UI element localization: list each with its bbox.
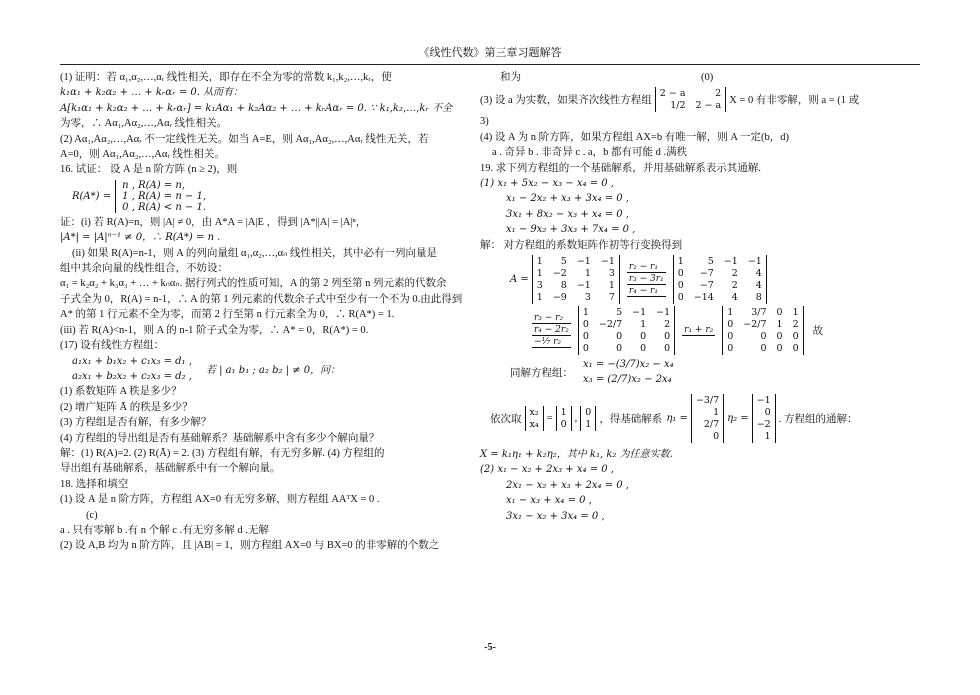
equation: (1) x₁ + 5x₂ − x₃ − x₄ = 0 , (480, 178, 614, 190)
matrix-cell: 0 (760, 343, 767, 355)
matrix-cell: 8 (755, 292, 762, 304)
matrix-cell: 0 (582, 331, 589, 343)
matrix-cell: −1 (600, 256, 615, 268)
determinant-condition: 若 | a₁ b₁ ; a₂ b₂ | ≠ 0，问： (205, 365, 341, 377)
matrix-cell: 1 (677, 256, 684, 268)
matrix-cell: 8 (560, 280, 567, 292)
matrix-step-2 (578, 306, 675, 355)
row-op: r₄ − 2r₂ (534, 325, 569, 336)
matrix-cell: 0 (664, 343, 671, 355)
case-line: 0 , R(A) < n − 1. (122, 201, 207, 213)
matrix-cell: 0 (585, 406, 592, 418)
matrix-cell: 1 (536, 268, 543, 280)
matrix-cell: 1 (536, 256, 543, 268)
matrix-cell: 3/7 (751, 307, 767, 319)
equation: x₁ − 9x₂ + 3x₃ + 7x₄ = 0 , (506, 224, 636, 236)
matrix-cell: 2 − a (695, 100, 722, 112)
row-operations (682, 325, 715, 336)
matrix-cell: 0 (792, 331, 799, 343)
matrix-cell: x₄ (529, 418, 539, 430)
text-line: A* 的第 1 行元素不全为零，而第 2 行至第 n 行元素全为 0，∴ R(A*) = 1. (60, 309, 395, 321)
text-line: 3) (480, 116, 489, 128)
text-line: (1) 设 A 是 n 阶方阵，方程组 AX=0 有无穷多解，则方程组 AAᵀX = 0 . (60, 494, 380, 506)
matrix-cell: 5 (616, 307, 623, 319)
case-line: 1 , R(A) = n − 1, (122, 190, 207, 202)
options-line: a . 奇异 b . 非奇异 c . a，b 都有可能 d .满秩 (492, 147, 688, 159)
free-variable-vector (525, 406, 544, 431)
general-solution: X = k₁η₁ + k₂η₂，其中 k₁, k₂ 为任意实数. (480, 448, 673, 460)
problem-title: 18. 选择和填空 (60, 478, 129, 490)
answer-line: 导出组有基础解系，基础解系中有一个解向量。 (60, 463, 281, 475)
text-line: A=0，则 Aα₁,Aα₂,…,Aαᵣ 线性相关。 (60, 149, 225, 161)
equation: 3x₁ − x₂ + 3x₄ = 0 , (506, 510, 605, 522)
header-rule (60, 64, 920, 65)
equation: x₁ − 2x₂ + x₃ + 3x₄ = 0 , (506, 193, 629, 205)
equation: 3x₁ + 8x₂ − x₃ + x₄ = 0 , (506, 208, 629, 220)
cases-brace (115, 180, 206, 213)
text-span: ，得基础解系 (599, 413, 663, 425)
matrix-cell: 0 (560, 418, 567, 430)
matrix-cell: 1 (640, 319, 647, 331)
answer-span: (0) (701, 72, 714, 83)
matrix-cell: 0 (727, 331, 734, 343)
text-line: 为零，∴ Aα₁,Aα₂,…,Aαᵣ 线性相关。 (60, 118, 228, 130)
matrix-cell: 1 (713, 406, 720, 418)
math-line: A[k₁α₁ + k₂α₂ + … + kᵣαᵣ] = k₁Aα₁ + k₂Aα₂ + … + kᵣAαᵣ = 0. ∵ k₁,k₂,…,kᵣ 不全 (60, 102, 453, 114)
matrix-cell: 0 (582, 319, 589, 331)
equivalent-system (510, 357, 920, 388)
matrix-cell: 0 (760, 331, 767, 343)
matrix-cell: 1 (776, 319, 783, 331)
matrix-cell: 3 (536, 280, 543, 292)
matrix-cell: −1 (756, 394, 771, 406)
answer-line: 解：(1) R(A)=2. (2) R(Ā) = 2. (3) 方程组有解，有无穷多解. (4) 方程组的 (60, 447, 385, 459)
matrix-cell: −1 (576, 256, 591, 268)
matrix-cell: 1 (727, 307, 734, 319)
text-line: (4) 设 A 为 n 阶方阵，如果方程组 AX=b 有唯一解，则 A 一定(b，d) (480, 131, 789, 143)
matrix-cell: 0 (640, 331, 647, 343)
problem-title: (17) 设有线性方程组： (60, 340, 165, 352)
matrix-cell: 0 (792, 343, 799, 355)
text-span: 同解方程组： (510, 367, 573, 379)
matrix-step-3 (722, 306, 803, 355)
options-line: a . 只有零解 b .有 n 个解 c .有无穷多解 d .无解 (60, 524, 269, 536)
matrix-cell: 0 (727, 343, 734, 355)
matrix-cell: 0 (776, 307, 783, 319)
text-line: α₁ = k₂α₂ + k₃α₃ + … + kₙαₙ. 据行列式的性质可知，A 的第 2 列至第 n 列元素的代数余 (60, 278, 447, 290)
matrix-cell: 2/7 (703, 418, 720, 430)
row-reduction-1 (510, 255, 920, 304)
matrix-cell: −14 (693, 292, 714, 304)
row-op: r₂ − r₁ (627, 262, 666, 273)
matrix-cell: −2 (756, 418, 771, 430)
text-line: (iii) 若 R(A)<n-1，则 A 的 n-1 阶子式全为零，∴ A* = 0，R(A*) = 0. (60, 324, 369, 336)
text-line: 组中其余向量的线性组合，不妨设： (60, 263, 228, 275)
matrix-cell: −1 (632, 307, 647, 319)
vector-label: η₂ = (727, 412, 749, 424)
formula-lhs: R(A*) = (72, 190, 112, 202)
coefficient-matrix (655, 87, 726, 112)
matrix-cell: 4 (731, 292, 738, 304)
unit-vector (580, 406, 596, 431)
text-line: (ii) 如果 R(A)=n-1，则 A 的列向量组 α₁,α₂,…,αₙ 线性相关，其中必有一列向量是 (72, 247, 437, 259)
matrix-cell: −1 (747, 256, 762, 268)
matrix-cell: 0 (616, 343, 623, 355)
eta1-vector (691, 394, 724, 443)
matrix-cell: 4 (755, 268, 762, 280)
matrix-cell: 5 (707, 256, 714, 268)
text-span: 故 (812, 326, 824, 338)
matrix-cell: 4 (755, 280, 762, 292)
matrix-cell: 2 − a (659, 88, 686, 100)
matrix-cell: 7 (608, 292, 615, 304)
row-reduction-2 (528, 306, 920, 355)
eta2-vector (752, 394, 776, 443)
matrix-cell: 0 (664, 331, 671, 343)
row-operations (532, 313, 571, 348)
matrix-cell: 1 (792, 307, 799, 319)
text-line: 证：(i) 若 R(A)=n，则 |A| ≠ 0，由 A*A = |A|E ，得到 |A*||A| = |A|ⁿ， (60, 216, 367, 228)
text-span: 依次取 (490, 413, 522, 425)
matrix-cell: −1 (723, 256, 738, 268)
page-number: -5- (484, 642, 496, 653)
matrix-cell: x₂ (529, 406, 539, 418)
left-column (60, 70, 470, 554)
matrix-cell: 2 (664, 319, 671, 331)
row-op: r₁ + r₂ (684, 325, 714, 336)
matrix-cell: 3 (608, 268, 615, 280)
equation: x₃ = (2/7)x₂ − 2x₄ (583, 374, 672, 386)
text-line: (2) 设 A,B 均为 n 阶方阵，且 |AB| = 1，则方程组 AX=0 与 BX=0 的非零解的个数之 (60, 540, 440, 552)
text-line (480, 70, 920, 85)
matrix-cell: 0 (677, 280, 684, 292)
text-line: (2) Aα₁,Aα₂,…,Aαᵣ 不一定线性无关。如当 A=E，则 Aα₁,Aα₂,…,Aαᵣ 线性无关，若 (60, 133, 429, 145)
matrix-cell: 2 (731, 268, 738, 280)
equation-system (60, 354, 470, 385)
question-line: (2) 增广矩阵 Ā 的秩是多少？ (60, 401, 193, 413)
equation: a₂x₁ + b₂x₂ + c₂x₃ = d₂ , (72, 370, 192, 382)
math-line: |A*| = |A|ⁿ⁻¹ ≠ 0，∴ R(A*) = n . (60, 232, 221, 244)
matrix-cell: −2 (552, 268, 567, 280)
matrix-cell: 1 (764, 430, 771, 442)
matrix-cell: 0 (616, 331, 623, 343)
matrix-cell: −7 (699, 280, 714, 292)
matrix-cell: 1 (560, 406, 567, 418)
equation: a₁x₁ + b₁x₂ + c₁x₃ = d₁ , (72, 355, 192, 367)
matrix-cell: 1 (582, 307, 589, 319)
text-line: 解： 对方程组的系数矩阵作初等行变换得到 (480, 239, 683, 251)
text-line: 子式全为 0，R(A) = n-1，∴ A 的第 1 列元素的代数余子式中至少有一个不为 0.由此得到 (60, 293, 463, 305)
matrix-cell: 0 (713, 430, 720, 442)
equation: x₁ = −(3/7)x₂ − x₄ (583, 359, 674, 371)
question-line: (1) 系数矩阵 A 秩是多少？ (60, 386, 182, 398)
equation: 2x₁ − x₂ + x₃ + 2x₄ = 0 , (506, 479, 629, 491)
matrix-step-1 (673, 255, 767, 304)
matrix-cell: −2/7 (743, 319, 767, 331)
matrix-cell: 0 (677, 292, 684, 304)
matrix-cell: 0 (776, 343, 783, 355)
matrix-cell: −1 (656, 307, 671, 319)
page-header: 《线性代数》第三章习题解答 (418, 47, 562, 59)
matrix-cell: 1 (536, 292, 543, 304)
text-span: X = 0 有非零解，则 a = (1 或 (729, 95, 860, 107)
matrix-cell: 5 (560, 256, 567, 268)
text-span: (3) 设 a 为实数，如果齐次线性方程组 (480, 95, 652, 107)
matrix-cell: −9 (552, 292, 567, 304)
basis-solution: 依次取 x₂ x₄ = 1 0 , 0 1 ，得基础解系 η₁ = −3/7 1 2/7 0 η₂ = −1 0 −2 1 . 方程组的通解： (490, 394, 858, 442)
matrix-cell: 2 (731, 280, 738, 292)
equation: x₁ − x₃ + x₄ = 0 , (506, 495, 592, 507)
matrix-cell: 0 (640, 343, 647, 355)
piecewise-formula (60, 180, 470, 213)
case-line: n , R(A) = n, (122, 179, 186, 191)
matrix-cell: −7 (699, 268, 714, 280)
text-line: (1) 证明：若 α₁,α₂,…,αᵣ 线性相关，即存在不全为零的常数 k₁,k₂,…,kᵣ，使 (60, 72, 392, 83)
problem-title: 16. 试证： 设 A 是 n 阶方阵 (n ≥ 2)，则 (60, 164, 238, 176)
row-operations (627, 262, 666, 297)
right-column (480, 70, 920, 524)
matrix-cell: 1 (608, 280, 615, 292)
matrix-cell: 0 (764, 406, 771, 418)
matrix-equation (480, 87, 920, 112)
math-line: k₁α₁ + k₂α₂ + … + kᵣαᵣ = 0. 从而有： (60, 87, 244, 99)
matrix-cell: 1/2 (670, 100, 686, 112)
question-line: (3) 方程组是否有解，有多少解？ (60, 417, 212, 429)
equation: (2) x₁ − x₂ + 2x₃ + x₄ = 0 , (480, 464, 614, 476)
unit-vector (556, 406, 572, 431)
matrix-a (532, 255, 620, 304)
text-span: . 方程组的通解： (778, 413, 858, 425)
matrix-cell: 1 (585, 418, 592, 430)
problem-title: 19. 求下列方程组的一个基础解系，并用基础解系表示其通解. (480, 162, 761, 174)
matrix-cell: 3 (584, 292, 591, 304)
matrix-cell: 0 (776, 331, 783, 343)
matrix-label: A = (510, 274, 529, 286)
matrix-cell: 2 (715, 88, 722, 100)
row-op: r₄ − r₁ (627, 286, 666, 297)
matrix-cell: −2/7 (598, 319, 623, 331)
matrix-cell: 0 (727, 319, 734, 331)
matrix-cell: 2 (792, 319, 799, 331)
vector-label: η₁ = (666, 412, 688, 424)
matrix-cell: 1 (584, 268, 591, 280)
question-line: (4) 方程组的导出组是否有基础解系？基础解系中含有多少个解向量？ (60, 432, 380, 444)
answer-line: (c) (86, 509, 98, 521)
matrix-cell: 0 (582, 343, 589, 355)
text-span: 和为 (500, 72, 521, 83)
matrix-cell: −1 (576, 280, 591, 292)
matrix-cell: 0 (677, 268, 684, 280)
row-op: −⅐ r₂ (532, 337, 571, 348)
row-op: r₃ − 3r₁ (628, 274, 664, 285)
matrix-cell: −3/7 (695, 394, 720, 406)
row-op: r₃ − r₂ (532, 313, 571, 324)
